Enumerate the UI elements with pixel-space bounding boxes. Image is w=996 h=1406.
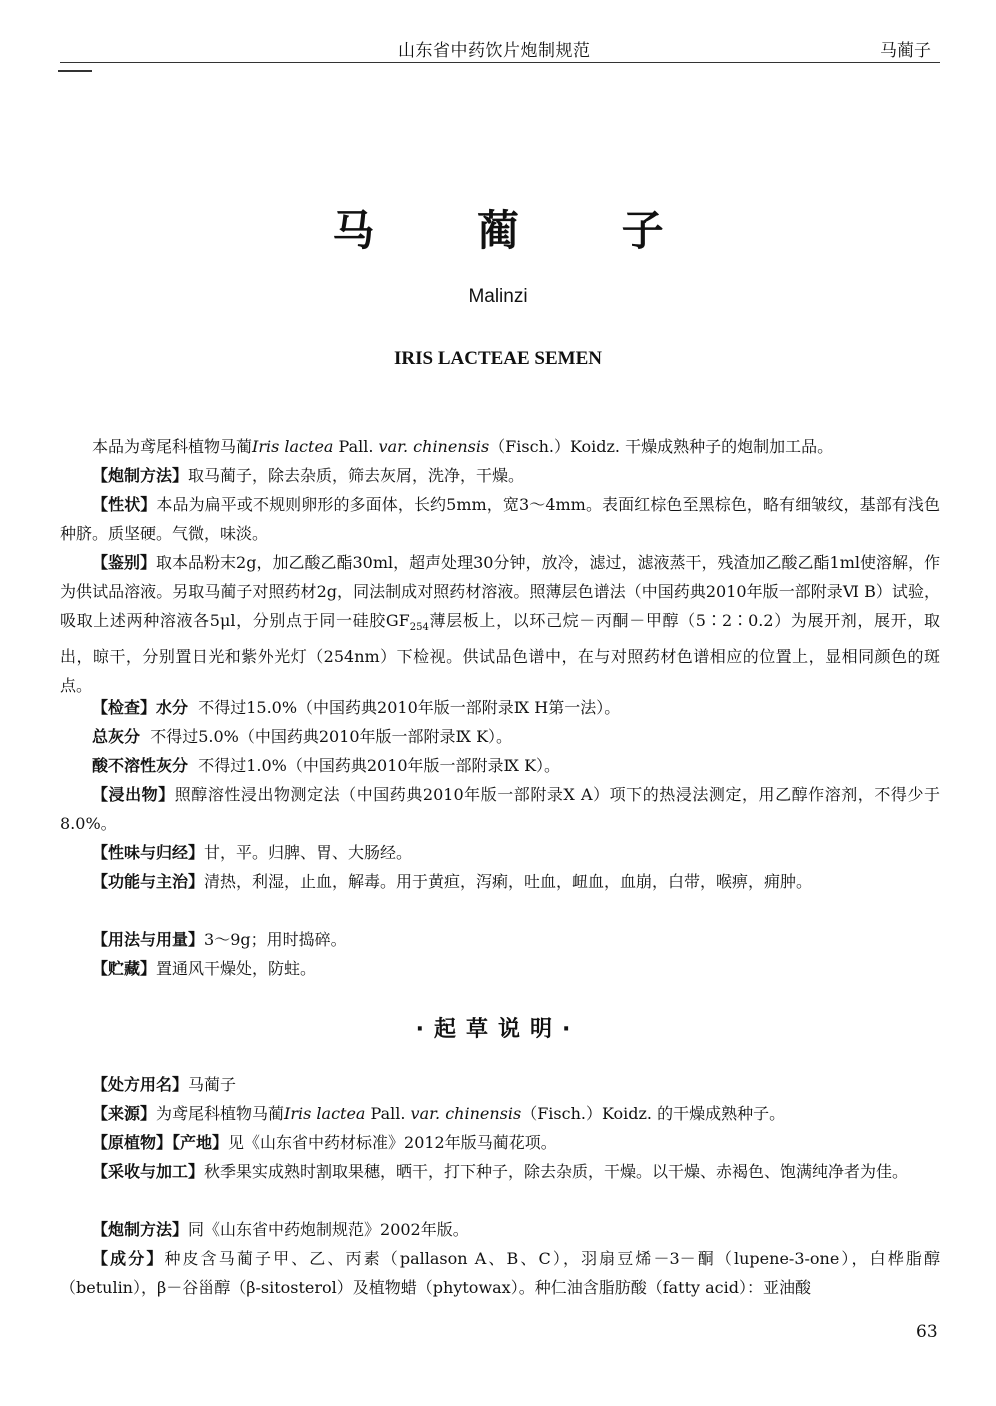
entry-latin-name: IRIS LACTEAE SEMEN: [394, 348, 602, 369]
plant-text: 见《山东省中药材标准》2012年版马蔺花项。: [228, 1133, 557, 1152]
intro-latin-1: Iris lactea: [252, 437, 334, 456]
nature-label: 【性味与归经】: [92, 843, 205, 862]
name-text: 马蔺子: [188, 1075, 237, 1094]
running-header-entry: 马蔺子: [880, 41, 931, 61]
source-text-b: Pall.: [365, 1104, 411, 1123]
acid-ash-label: 酸不溶性灰分: [92, 756, 189, 775]
storage-paragraph: [60, 954, 940, 983]
entry-title: 马 蔺 子: [332, 206, 708, 255]
extract-paragraph: [60, 780, 940, 838]
source-text-a: 为鸢尾科植物马蔺: [156, 1104, 285, 1123]
water-label: 水分: [156, 698, 189, 717]
page-number: 63: [916, 1322, 938, 1342]
extract-text: 照醇溶性浸出物测定法（中国药典2010年版一部附录Ⅹ A）项下的热浸法测定，用乙醇作溶剂，不得少于8.0%。: [60, 785, 940, 833]
identification-label: 【鉴别】: [92, 553, 157, 572]
ash-label: 总灰分: [92, 727, 141, 746]
proc-paragraph: [60, 1215, 940, 1244]
entry-pinyin: Malinzi: [468, 286, 528, 307]
character-label: 【性状】: [92, 495, 157, 514]
check-label: 【检查】: [92, 698, 157, 717]
processing-text: 取马蔺子，除去杂质，筛去灰屑，洗净，干燥。: [188, 466, 525, 485]
harvest-label: 【采收与加工】: [92, 1162, 205, 1181]
name-label: 【处方用名】: [92, 1075, 189, 1094]
water-text: 不得过15.0%（中国药典2010年版一部附录Ⅸ H第一法）。: [198, 698, 621, 717]
acid-ash-paragraph: [60, 751, 940, 780]
storage-label: 【贮藏】: [92, 959, 157, 978]
usage-label: 【用法与用量】: [92, 930, 205, 949]
intro-paragraph: [60, 432, 940, 461]
composition-label: 【成分】: [92, 1249, 165, 1268]
nature-text: 甘，平。归脾、胃、大肠经。: [204, 843, 413, 862]
header-rule: [60, 62, 940, 63]
character-text: 本品为扁平或不规则卵形的多面体，长约5mm，宽3～4mm。表面红棕色至黑棕色，略有细皱纹，基部有浅色种脐。质坚硬。气微，味淡。: [60, 495, 940, 543]
intro-text-c: （Fisch.）Koidz. 干燥成熟种子的炮制加工品。: [489, 437, 834, 456]
composition-text: 种皮含马蔺子甲、乙、丙素（pallason A、B、C），羽扇豆烯－3－酮（lupene-3-one），白桦脂醇（betulin），β－谷甾醇（β-sitosterol）及植物蜡（phytowax）。种仁油含脂肪酸（fatty acid）：亚油酸: [60, 1249, 940, 1297]
intro-latin-2: var. chinensis: [378, 437, 490, 456]
identification-paragraph: [60, 548, 940, 700]
storage-text: 置通风干燥处，防蛀。: [156, 959, 317, 978]
source-latin-2: var. chinensis: [410, 1104, 522, 1123]
processing-paragraph: [60, 461, 940, 490]
source-label: 【来源】: [92, 1104, 157, 1123]
source-paragraph: [60, 1099, 940, 1128]
nature-paragraph: [60, 838, 940, 867]
harvest-text: 秋季果实成熟时割取果穗，晒干，打下种子，除去杂质，干燥。以干燥、赤褐色、饱满纯净者为佳。: [204, 1162, 909, 1181]
plant-label: 【原植物】【产地】: [92, 1133, 229, 1152]
ash-paragraph: [60, 722, 940, 751]
intro-text-a: 本品为鸢尾科植物马蔺: [92, 437, 253, 456]
intro-text-b: Pall.: [333, 437, 379, 456]
usage-paragraph: [60, 925, 940, 954]
identification-text-b: 薄层板上，以环己烷－丙酮－甲醇（5∶2∶0.2）为展开剂，展开，取出，晾干，分别置日光和紫外光灯（254nm）下检视。供试品色谱中，在与对照药材色谱相应的位置上，显相同颜色的斑点。: [60, 611, 940, 696]
source-latin-1: Iris lactea: [284, 1104, 366, 1123]
identification-subscript: 254: [409, 622, 429, 634]
identification-text-a: 取本品粉末2g，加乙酸乙酯30ml，超声处理30分钟，放冷，滤过，滤液蒸干，残渣加乙酸乙酯1ml使溶解，作为供试品溶液。另取马蔺子对照药材2g，同法制成对照药材溶液。照薄层色谱法（中国药典2010年版一部附录Ⅵ B）试验，吸取上述两种溶液各5μl，分别点于同一硅胶GF: [60, 553, 940, 630]
usage-text: 3～9g；用时捣碎。: [204, 930, 347, 949]
running-header-title: 山东省中药饮片炮制规范: [398, 41, 591, 61]
name-paragraph: [60, 1070, 940, 1099]
processing-label: 【炮制方法】: [92, 466, 189, 485]
header-rule-mark: [58, 70, 92, 72]
source-text-c: （Fisch.）Koidz. 的干燥成熟种子。: [521, 1104, 786, 1123]
extract-label: 【浸出物】: [92, 785, 175, 804]
acid-ash-text: 不得过1.0%（中国药典2010年版一部附录Ⅸ K）。: [198, 756, 561, 775]
harvest-paragraph: [60, 1157, 940, 1186]
section-title: ·起草说明·: [415, 1017, 581, 1042]
proc-label: 【炮制方法】: [92, 1220, 189, 1239]
function-paragraph: [60, 867, 940, 896]
ash-text: 不得过5.0%（中国药典2010年版一部附录Ⅸ K）。: [150, 727, 513, 746]
function-text: 清热，利湿，止血，解毒。用于黄疸，泻痢，吐血，衄血，血崩，白带，喉痹，痈肿。: [204, 872, 813, 891]
plant-paragraph: [60, 1128, 940, 1157]
composition-paragraph: [60, 1244, 940, 1302]
character-paragraph: [60, 490, 940, 548]
check-paragraph: [60, 693, 940, 722]
function-label: 【功能与主治】: [92, 872, 205, 891]
proc-text: 同《山东省中药炮制规范》2002年版。: [188, 1220, 469, 1239]
